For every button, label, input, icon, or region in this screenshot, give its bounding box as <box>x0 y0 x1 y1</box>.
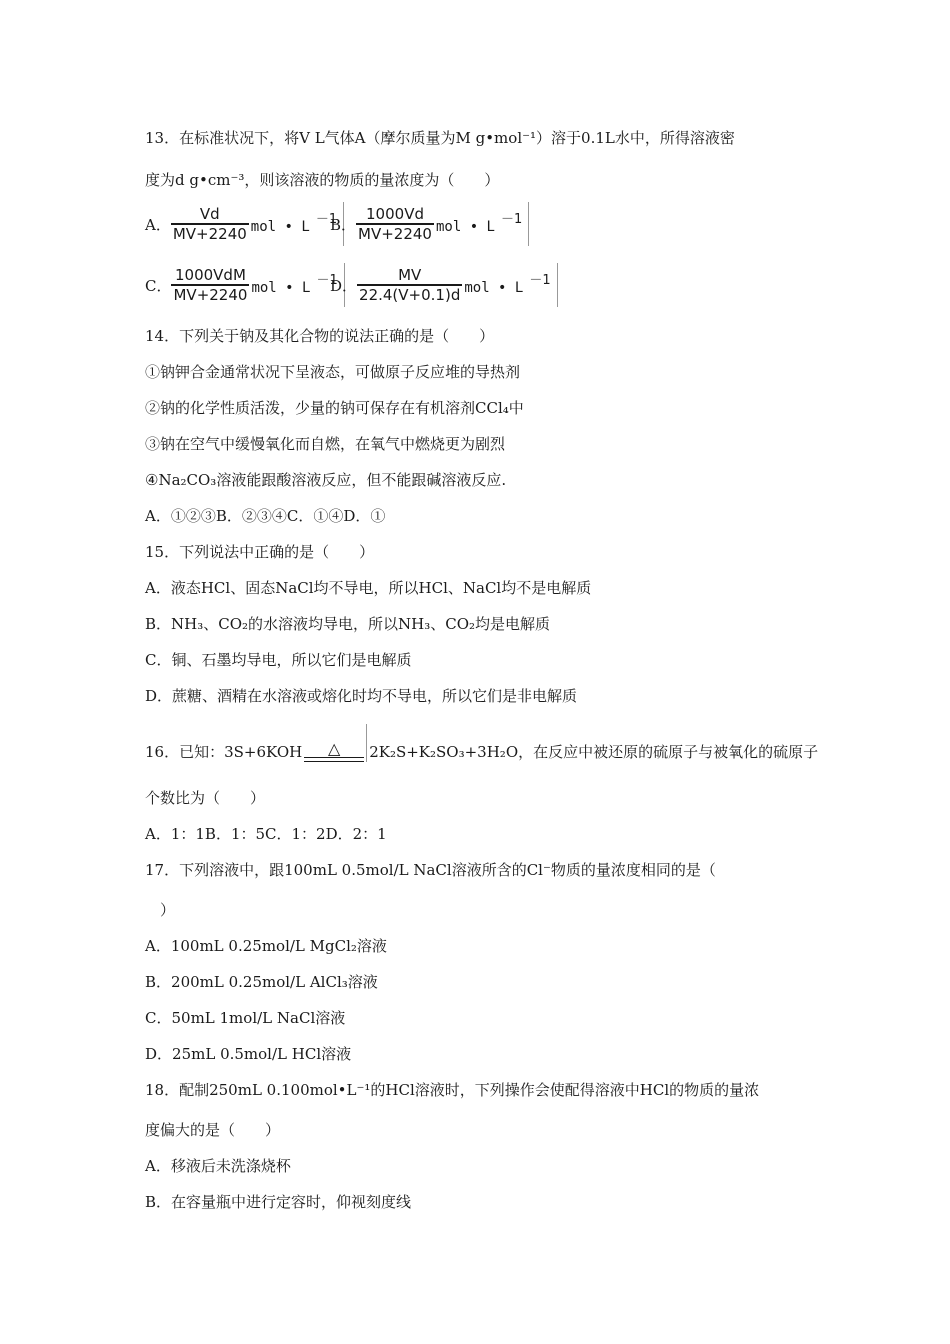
q14-statement-4: ④Na₂CO₃溶液能跟酸溶液反应，但不能跟碱溶液反应. <box>145 471 507 489</box>
unit: mol • L <box>250 219 310 235</box>
fraction <box>171 267 249 303</box>
q18-line2: 度偏大的是（ ） <box>145 1121 281 1139</box>
q14-statement-3: ③钠在空气中缓慢氧化而自燃，在氧气中燃烧更为剧烈 <box>145 435 506 453</box>
q14-answers: A．①②③B．②③④C．①④D．① <box>145 507 386 525</box>
option-label: C． <box>145 276 172 295</box>
q16-reactants: 16．已知：3S+6KOH <box>145 743 303 761</box>
q17-option-a: A．100mL 0.25mol/L MgCl₂溶液 <box>145 937 387 955</box>
exponent: －1 <box>529 272 551 288</box>
q14-statement-2: ②钠的化学性质活泼，少量的钠可保存在有机溶剂CCl₄中 <box>145 399 524 417</box>
heat-condition: △ <box>328 739 341 758</box>
q16-answers: A．1：1B．1：5C．1：2D．2：1 <box>145 825 387 843</box>
unit: mol • L <box>251 280 311 296</box>
q15-option-b: B．NH₃、CO₂的水溶液均导电，所以NH₃、CO₂均是电解质 <box>145 615 551 633</box>
q13-option-a <box>145 202 344 246</box>
option-label: B． <box>330 215 357 234</box>
q13-line1: 13．在标准状况下，将V L气体A（摩尔质量为M g•mol⁻¹）溶于0.1L水中，所得溶液密 <box>145 129 735 147</box>
numerator: Vd <box>199 205 220 224</box>
q13-line2: 度为d g•cm⁻³，则该溶液的物质的量浓度为（ ） <box>145 171 500 189</box>
q18-option-b: B．在容量瓶中进行定容时，仰视刻度线 <box>145 1193 412 1211</box>
fraction <box>356 206 434 242</box>
fraction <box>357 267 462 303</box>
denominator: MV+2240 <box>172 224 247 243</box>
numerator: 1000VdM <box>175 266 246 285</box>
denominator: MV+2240 <box>358 224 432 243</box>
fraction <box>171 206 249 242</box>
numerator: MV <box>398 266 422 285</box>
exponent: －1 <box>501 211 523 227</box>
q17-option-b: B．200mL 0.25mol/L AlCl₃溶液 <box>145 973 378 991</box>
exponent: －1 <box>315 211 338 227</box>
denominator: MV+2240 <box>173 285 248 304</box>
q17-line2: ） <box>160 901 176 919</box>
q15-option-a: A．液态HCl、固态NaCl均不导电，所以HCl、NaCl均不是电解质 <box>145 579 592 597</box>
q17-option-c: C．50mL 1mol/L NaCl溶液 <box>145 1009 346 1027</box>
q18-option-a: A．移液后未洗涤烧杯 <box>145 1157 291 1175</box>
q14-stem: 14．下列关于钠及其化合物的说法正确的是（ ） <box>145 327 495 345</box>
denominator: 22.4(V+0.1)d <box>359 285 461 304</box>
option-label: A． <box>145 215 171 234</box>
numerator: 1000Vd <box>366 205 424 224</box>
q15-option-d: D．蔗糖、酒精在水溶液或熔化时均不导电，所以它们是非电解质 <box>145 687 578 705</box>
q15-stem: 15．下列说法中正确的是（ ） <box>145 543 375 561</box>
option-label: D． <box>330 276 358 295</box>
q14-statement-1: ①钠钾合金通常状况下呈液态，可做原子反应堆的导热剂 <box>145 363 521 381</box>
q17-option-d: D．25mL 0.5mol/L HCl溶液 <box>145 1045 352 1063</box>
reaction-arrow <box>304 741 364 762</box>
q13-option-b <box>330 202 529 246</box>
q16-line1 <box>145 722 818 762</box>
q13-option-c <box>145 263 345 307</box>
unit: mol • L <box>435 219 495 235</box>
exponent: －1 <box>316 272 338 288</box>
q13-option-d <box>330 263 558 307</box>
q18-line1: 18．配制250mL 0.100mol•L⁻¹的HCl溶液时，下列操作会使配得溶液中HCl的物质的量浓 <box>145 1081 760 1099</box>
q16-line2: 个数比为（ ） <box>145 789 266 807</box>
q16-products: 2K₂S+K₂SO₃+3H₂O，在反应中被还原的硫原子与被氧化的硫原子 <box>369 743 819 761</box>
q17-line1: 17．下列溶液中，跟100mL 0.5mol/L NaCl溶液所含的Cl⁻物质的量浓度相同的是（ <box>145 861 716 879</box>
unit: mol • L <box>464 280 524 296</box>
q15-option-c: C．铜、石墨均导电，所以它们是电解质 <box>145 651 412 669</box>
